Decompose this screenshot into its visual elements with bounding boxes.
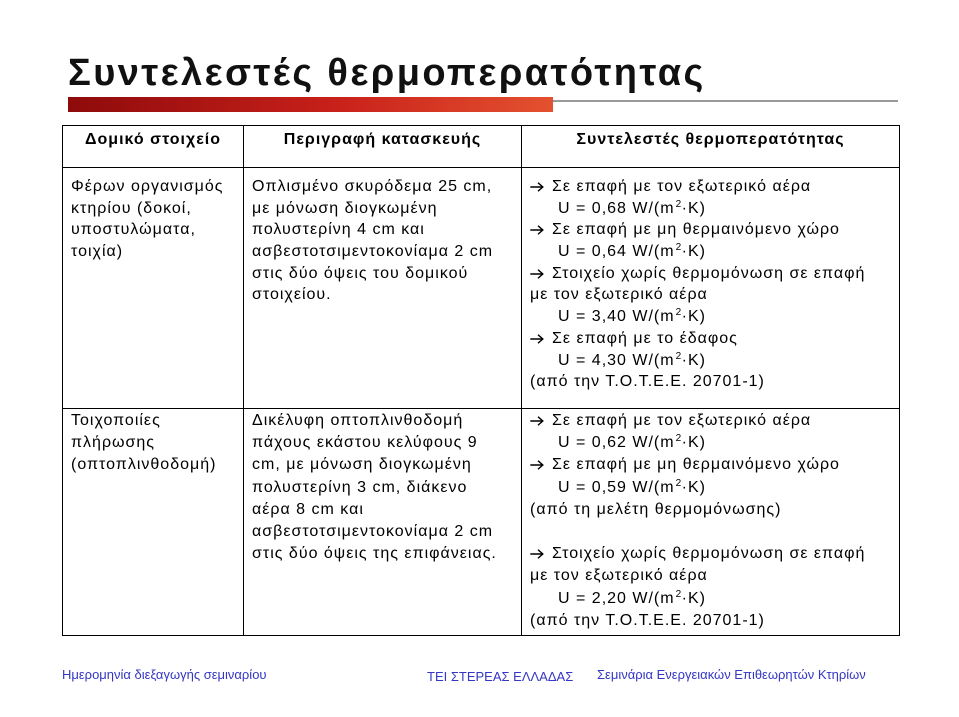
coefficient-condition xyxy=(530,410,895,432)
footer-seminar-series: Σεμινάρια Ενεργειακών Επιθεωρητών Κτηρίων xyxy=(597,667,866,682)
u-value-suffix: ·K) xyxy=(681,589,706,607)
u-value-exponent: 2 xyxy=(675,588,682,600)
u-value-prefix: U = 0,64 W/(m xyxy=(558,243,675,261)
arrow-right-icon xyxy=(530,176,552,198)
arrow-right-icon xyxy=(530,454,552,476)
condition-text: Σε επαφή με τον εξωτερικό αέρα xyxy=(552,412,812,429)
text-line: πλήρωσης xyxy=(71,434,156,452)
text-line: πολυστερίνη 4 cm και xyxy=(252,221,425,239)
text-line: ασβεστοτσιμεντοκονίαμα 2 cm xyxy=(252,243,494,261)
u-value-exponent: 2 xyxy=(675,242,682,254)
cell-construction-description xyxy=(244,409,522,636)
text-line: στις δύο όψεις του δομικού xyxy=(252,264,469,282)
cell-structural-element xyxy=(63,168,244,409)
u-value-prefix: U = 0,59 W/(m xyxy=(558,478,675,496)
coefficient-condition xyxy=(530,263,895,285)
coefficient-group xyxy=(530,176,895,393)
header-thermal-coefficients: Συντελεστές θερμοπερατότητας xyxy=(522,126,900,168)
coefficient-condition xyxy=(530,328,895,350)
u-value-suffix: ·K) xyxy=(681,351,706,369)
condition-text: Στοιχείο χωρίς θερμομόνωση σε επαφή xyxy=(552,545,866,563)
condition-text: Σε επαφή με το έδαφος xyxy=(552,329,738,347)
coefficient-item xyxy=(530,410,895,454)
arrow-right-icon xyxy=(530,410,552,432)
text-line: πάχους εκάστου κελύφους 9 xyxy=(252,434,478,452)
text-line: στις δύο όψεις της επιφάνειας. xyxy=(252,545,497,563)
arrow-right-icon xyxy=(530,543,552,565)
u-value xyxy=(530,350,895,372)
text-line: κτηρίου (δοκοί, xyxy=(71,199,192,217)
text-line: cm, με μόνωση διογκωμένη xyxy=(252,456,472,474)
coefficient-group xyxy=(530,543,895,632)
u-value-exponent: 2 xyxy=(675,477,682,489)
cell-thermal-coefficients xyxy=(522,168,900,409)
coefficient-item xyxy=(530,263,895,328)
coefficient-item xyxy=(530,454,895,498)
cell-thermal-coefficients xyxy=(522,409,900,636)
coefficient-item xyxy=(530,328,895,371)
header-construction-description: Περιγραφή κατασκευής xyxy=(244,126,522,168)
text-line: αέρα 8 cm και xyxy=(252,500,364,518)
text-line: Τοιχοποιίες xyxy=(71,412,161,429)
text-line: ασβεστοτσιμεντοκονίαμα 2 cm xyxy=(252,522,494,540)
slide-title: Συντελεστές θερμοπερατότητας xyxy=(68,52,706,94)
text-line: στοιχείου. xyxy=(252,286,332,304)
u-value-suffix: ·K) xyxy=(681,478,706,496)
table-row xyxy=(63,409,900,636)
table-row xyxy=(63,168,900,409)
arrow-right-icon xyxy=(530,219,552,241)
u-value xyxy=(530,241,895,263)
text-line: με μόνωση διογκωμένη xyxy=(252,199,438,217)
u-value xyxy=(530,306,895,328)
u-value-suffix: ·K) xyxy=(681,434,706,452)
u-value-prefix: U = 3,40 W/(m xyxy=(558,308,675,326)
u-value xyxy=(530,432,895,454)
coefficient-condition xyxy=(530,543,895,565)
u-value-suffix: ·K) xyxy=(681,199,706,217)
u-value-exponent: 2 xyxy=(675,350,682,362)
arrow-right-icon xyxy=(530,328,552,350)
condition-text: Σε επαφή με μη θερμαινόμενο χώρο xyxy=(552,221,840,239)
text-line: υποστυλώματα, xyxy=(71,221,196,239)
condition-text: Σε επαφή με τον εξωτερικό αέρα xyxy=(552,178,812,195)
u-value-prefix: U = 4,30 W/(m xyxy=(558,351,675,369)
header-structural-element: Δομικό στοιχείο xyxy=(63,126,244,168)
u-value xyxy=(530,588,895,610)
table-header-row xyxy=(63,126,900,168)
text-line: Φέρων οργανισμός xyxy=(71,178,224,195)
u-value-exponent: 2 xyxy=(675,433,682,445)
u-value-prefix: U = 0,68 W/(m xyxy=(558,199,675,217)
text-line: Δικέλυφη οπτοπλινθοδομή xyxy=(252,412,464,429)
title-accent-bar xyxy=(68,97,553,112)
u-value xyxy=(530,477,895,499)
cell-structural-element xyxy=(63,409,244,636)
source-note: (από την Τ.Ο.Τ.Ε.Ε. 20701-1) xyxy=(530,373,765,391)
coefficient-item xyxy=(530,543,895,610)
text-line: τοιχία) xyxy=(71,243,124,261)
coefficient-condition xyxy=(530,219,895,241)
thermal-coefficients-table xyxy=(62,125,900,636)
footer-date: Ημερομηνία διεξαγωγής σεμιναρίου xyxy=(62,667,267,682)
condition-text-continued: με τον εξωτερικό αέρα xyxy=(530,286,708,304)
text-line: Οπλισμένο σκυρόδεμα 25 cm, xyxy=(252,178,493,195)
u-value-suffix: ·K) xyxy=(681,243,706,261)
coefficient-condition xyxy=(530,454,895,476)
u-value xyxy=(530,198,895,220)
cell-construction-description xyxy=(244,168,522,409)
condition-text: Στοιχείο χωρίς θερμομόνωση σε επαφή xyxy=(552,264,866,282)
source-note: (από τη μελέτη θερμομόνωσης) xyxy=(530,500,782,518)
coefficient-condition xyxy=(530,176,895,198)
u-value-exponent: 2 xyxy=(675,198,682,210)
u-value-prefix: U = 0,62 W/(m xyxy=(558,434,675,452)
coefficient-item xyxy=(530,176,895,219)
source-note: (από την Τ.Ο.Τ.Ε.Ε. 20701-1) xyxy=(530,611,765,629)
condition-text-continued: με τον εξωτερικό αέρα xyxy=(530,567,708,585)
text-line: πολυστερίνη 3 cm, διάκενο xyxy=(252,478,468,496)
arrow-right-icon xyxy=(530,263,552,285)
u-value-suffix: ·K) xyxy=(681,308,706,326)
coefficient-item xyxy=(530,219,895,262)
title-divider-line xyxy=(553,100,898,102)
footer-institution: ΤΕΙ ΣΤΕΡΕΑΣ ΕΛΛΑΔΑΣ xyxy=(427,669,574,684)
u-value-prefix: U = 2,20 W/(m xyxy=(558,589,675,607)
text-line: (οπτοπλινθοδομή) xyxy=(71,456,217,474)
condition-text: Σε επαφή με μη θερμαινόμενο χώρο xyxy=(552,456,840,474)
coefficient-group xyxy=(530,410,895,521)
u-value-exponent: 2 xyxy=(675,307,682,319)
